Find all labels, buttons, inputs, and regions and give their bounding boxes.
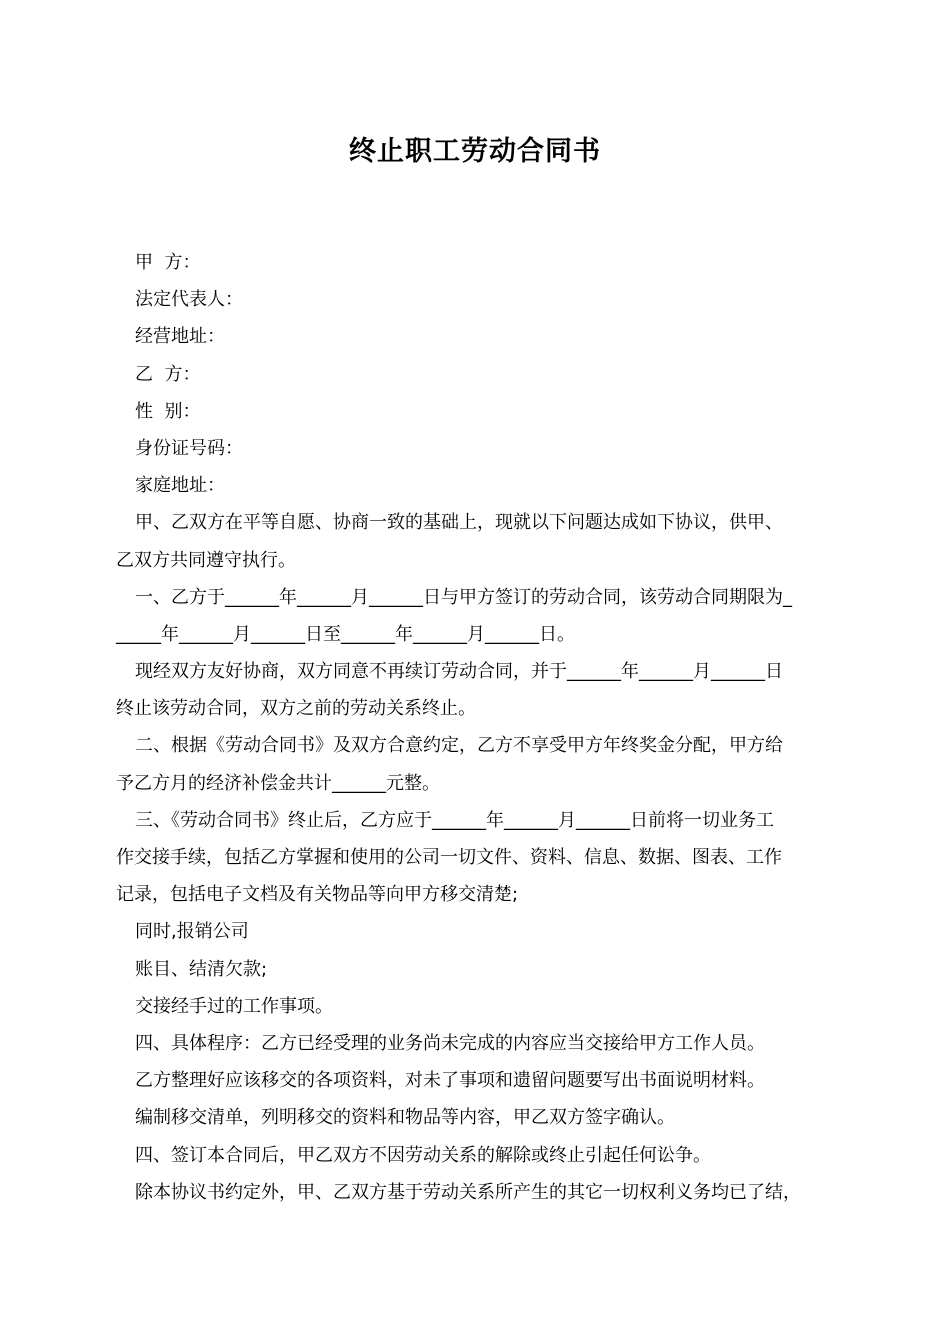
document-title: 终止职工劳动合同书 bbox=[349, 136, 601, 167]
document-line: 记录，包括电子文档及有关物品等向甲方移交清楚; bbox=[116, 884, 519, 906]
document-line: 二、根据《劳动合同书》及双方合意约定，乙方不享受甲方年终奖金分配，甲方给 bbox=[135, 735, 783, 757]
document-line: 乙 方： bbox=[135, 363, 201, 385]
document-line: 甲、乙双方在平等自愿、协商一致的基础上，现就以下问题达成如下协议，供甲、 bbox=[135, 512, 783, 534]
document-line: 作交接手续，包括乙方掌握和使用的公司一切文件、资料、信息、数据、图表、工作 bbox=[116, 847, 782, 868]
document-line: _____年______月______日至______年______月______日。 bbox=[116, 623, 575, 645]
document-line: 四、具体程序：乙方已经受理的业务尚未完成的内容应当交接给甲方工作人员。 bbox=[135, 1032, 765, 1054]
document-line: 同时,报销公司 bbox=[135, 921, 249, 943]
document-line: 交接经手过的工作事项。 bbox=[135, 995, 333, 1017]
document-line: 现经双方友好协商，双方同意不再续订劳动合同，并于______年______月______日 bbox=[135, 661, 783, 683]
document-line: 予乙方月的经济补偿金共计______元整。 bbox=[116, 772, 440, 794]
document-line: 性 别： bbox=[135, 400, 201, 422]
document-line: 编制移交清单，列明移交的资料和物品等内容，甲乙双方签字确认。 bbox=[135, 1107, 675, 1129]
document-line: 法定代表人： bbox=[135, 289, 243, 311]
document-line: 经营地址： bbox=[135, 326, 225, 348]
document-line: 账目、结清欠款; bbox=[135, 958, 268, 980]
document-body bbox=[116, 244, 846, 1211]
document-line: 甲 方： bbox=[135, 252, 201, 273]
document-line: 一、乙方于______年______月______日与甲方签订的劳动合同，该劳动合同期限为_ bbox=[135, 586, 792, 608]
document-line: 身份证号码： bbox=[135, 437, 243, 459]
document-line: 乙方整理好应该移交的各项资料，对未了事项和遗留问题要写出书面说明材料。 bbox=[135, 1070, 765, 1092]
document-line: 除本协议书约定外，甲、乙双方基于劳动关系所产生的其它一切权利义务均已了结， bbox=[135, 1181, 801, 1203]
document-line: 四、签订本合同后，甲乙双方不因劳动关系的解除或终止引起任何讼争。 bbox=[135, 1144, 711, 1166]
document-line: 终止该劳动合同，双方之前的劳动关系终止。 bbox=[116, 698, 476, 720]
document-line: 乙双方共同遵守执行。 bbox=[116, 549, 296, 571]
document-line: 家庭地址： bbox=[135, 475, 225, 497]
document-line: 三、《劳动合同书》终止后，乙方应于______年______月______日前将一切业务工 bbox=[135, 809, 774, 831]
